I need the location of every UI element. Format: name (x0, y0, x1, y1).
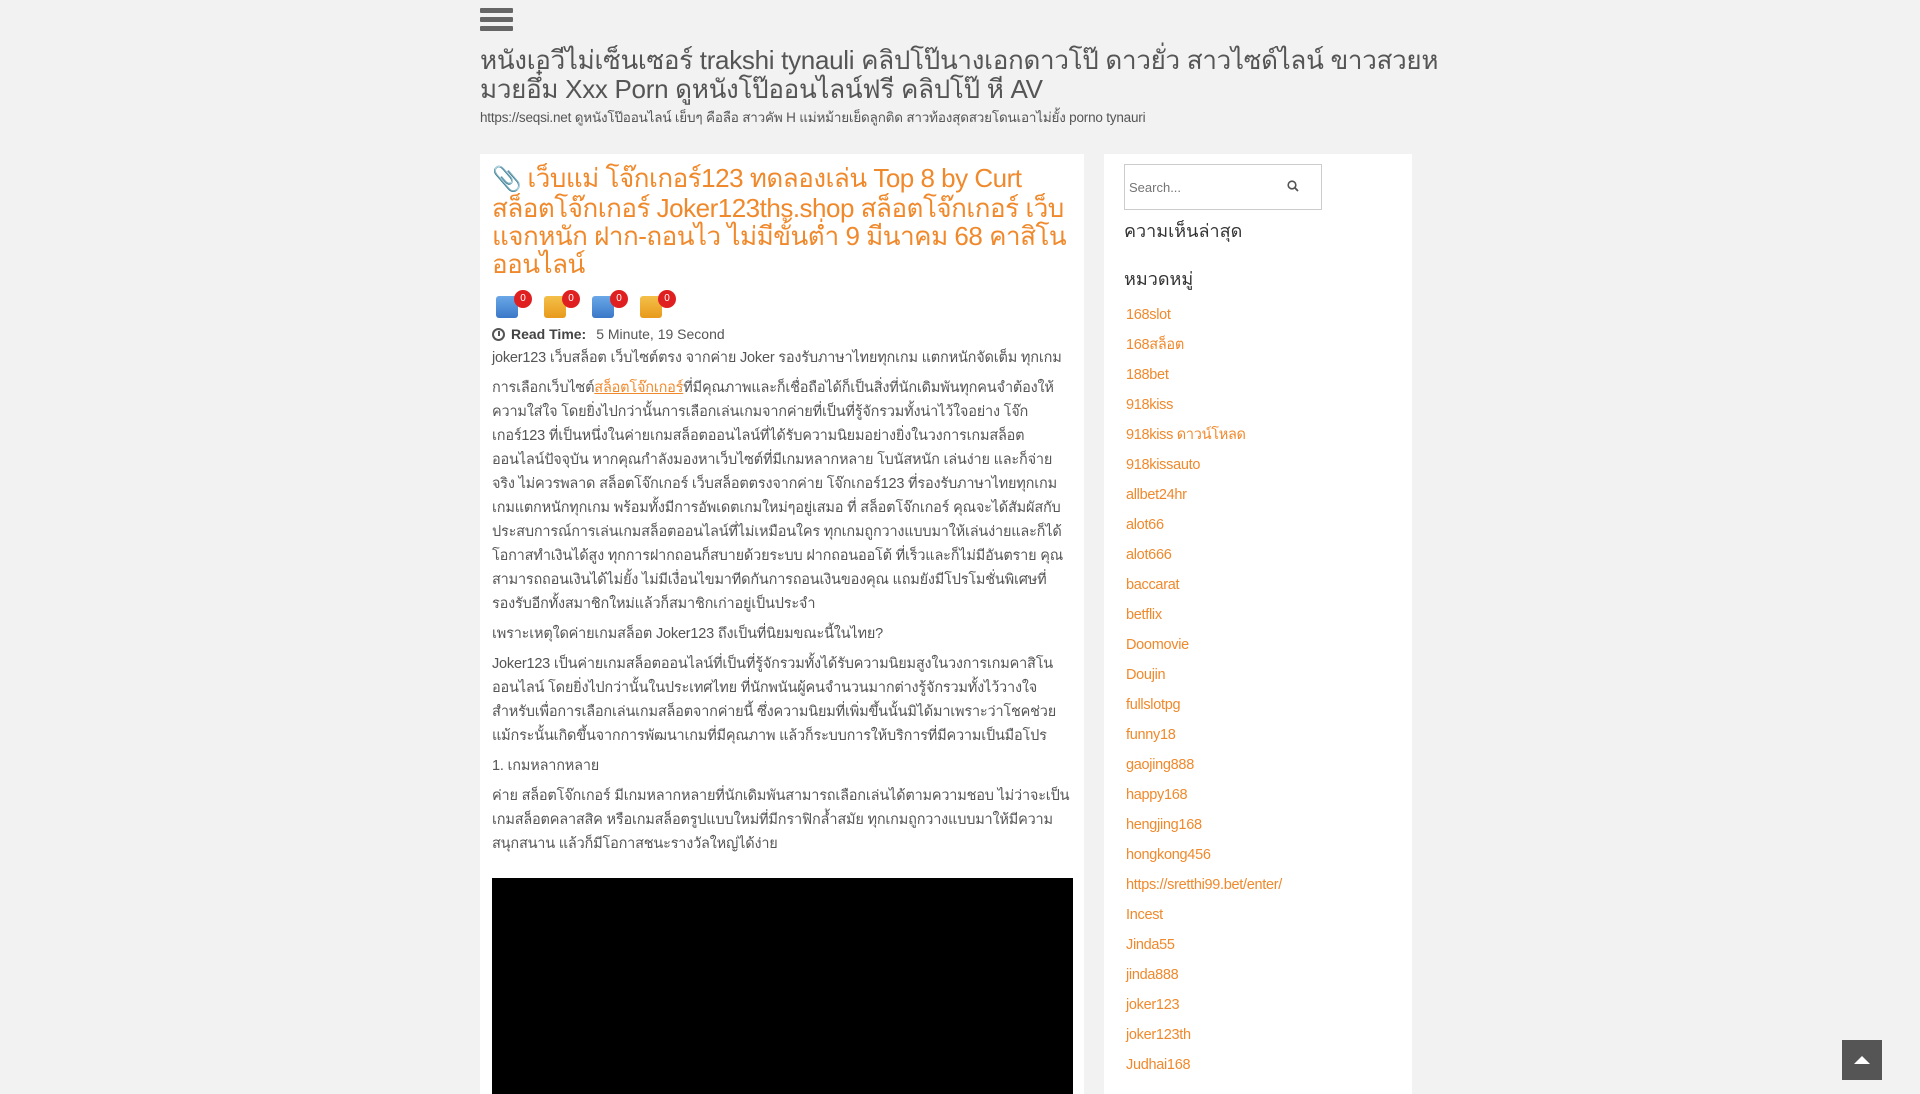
reaction-count: 0 (658, 290, 676, 308)
reaction-like[interactable] (492, 290, 526, 322)
reaction-bar (492, 288, 1072, 322)
menu-icon[interactable] (480, 8, 513, 38)
category-item (1126, 480, 1282, 510)
category-item (1126, 930, 1282, 960)
site-tagline: https://seqsi.net ดูหนังโป๊ออนไลน์ เย็บๆ คือลือ สาวคัพ H แม่หม้ายเย็ดลูกติด สาวท้องสุดสวยโดนเอาไม่ยั้ง porno tynauri (480, 110, 1146, 125)
category-item (1126, 660, 1282, 690)
reaction-angry[interactable] (636, 290, 670, 322)
reaction-count: 0 (562, 290, 580, 308)
post-title-text: เว็บแม่ โจ๊กเกอร์123 ทดลองเล่น Top 8 by Curt สล็อตโจ๊กเกอร์ Joker123ths.shop สล็อตโจ๊กเกอร์ เว็บแจกหนัก ฝาก-ถอนไว ไม่มีขั้นต่ำ 9 มีนาคม 68 คาสิโนออนไลน์ (492, 163, 1067, 279)
paragraph-prefix: การเลือกเว็บไซต์ (492, 380, 595, 396)
category-item (1126, 990, 1282, 1020)
read-time-value: 5 Minute, 19 Second (596, 326, 725, 342)
category-item (1126, 810, 1282, 840)
post (480, 154, 1084, 1094)
category-link[interactable]: gaojing888 (1126, 757, 1194, 773)
category-item (1126, 540, 1282, 570)
category-link[interactable]: 918kiss (1126, 397, 1174, 413)
site-title[interactable]: หนังเอวีไม่เซ็นเซอร์ trakshi tynauli คลิปโป๊นางเอกดาวโป๊ ดาวยั่ว สาวไซด์ไลน์ ขาวสวยหมวยอึ๋ม Xxx Porn ดูหนังโป๊ออนไลน์ฟรี คลิปโป๊ หี AV (480, 45, 1439, 104)
category-link[interactable]: Jinda55 (1126, 937, 1175, 953)
category-link[interactable]: hongkong456 (1126, 847, 1211, 863)
category-item (1126, 870, 1282, 900)
category-link[interactable]: baccarat (1126, 577, 1180, 593)
arrow-up-icon (1854, 1056, 1870, 1064)
recent-comments-heading: ความเห็นล่าสุด (1124, 221, 1243, 241)
category-link[interactable]: https://sretthi99.bet/enter/ (1126, 877, 1283, 893)
category-item (1126, 720, 1282, 750)
category-link[interactable]: 168slot (1126, 307, 1171, 323)
category-link[interactable]: Doujin (1126, 667, 1166, 683)
category-item (1126, 630, 1282, 660)
category-link[interactable]: 188bet (1126, 367, 1169, 383)
category-item (1126, 570, 1282, 600)
reaction-count: 0 (514, 290, 532, 308)
sidebar (1104, 154, 1412, 1094)
category-item (1126, 690, 1282, 720)
post-paragraph: 1. เกมหลากหลาย (492, 758, 600, 774)
search-input[interactable] (1125, 165, 1279, 209)
category-link[interactable]: betflix (1126, 607, 1162, 623)
back-to-top-button[interactable] (1842, 1040, 1882, 1080)
category-link[interactable]: happy168 (1126, 787, 1188, 803)
reaction-count: 0 (610, 290, 628, 308)
category-list (1126, 300, 1282, 1080)
category-item (1126, 510, 1282, 540)
category-item (1126, 360, 1282, 390)
category-item (1126, 600, 1282, 630)
category-item (1126, 960, 1282, 990)
post-body (492, 346, 1072, 856)
category-item (1126, 750, 1282, 780)
clock-icon (492, 328, 505, 341)
category-link[interactable]: Incest (1126, 907, 1163, 923)
search-box (1124, 164, 1322, 210)
category-item (1126, 420, 1282, 450)
categories-heading: หมวดหมู่ (1124, 269, 1194, 289)
category-item (1126, 330, 1282, 360)
category-item (1126, 300, 1282, 330)
video-player[interactable] (492, 878, 1073, 1094)
search-icon[interactable] (1287, 180, 1299, 192)
category-link[interactable]: Judhai168 (1126, 1057, 1191, 1073)
category-item (1126, 780, 1282, 810)
category-link[interactable]: joker123th (1126, 1027, 1191, 1043)
category-link[interactable]: 918kiss ดาวน์โหลด (1126, 427, 1246, 443)
post-paragraph: ค่าย สล็อตโจ๊กเกอร์ มีเกมหลากหลายที่นักเดิมพันสามารถเลือกเล่นได้ตามความชอบ ไม่ว่าจะเป็นเกมสล็อตคลาสสิค หรือเกมสล็อตรูปแบบใหม่ที่มีกราฟิกล้ำสมัย ทุกเกมถูกวางแบบมาให้มีความสนุกสนาน แล้วก็มีโอกาสชนะรางวัลใหญ่ได้ง่าย (492, 788, 1070, 852)
category-item (1126, 1050, 1282, 1080)
category-link[interactable]: alot66 (1126, 517, 1164, 533)
paragraph-rest: ที่มีคุณภาพและก็เชื่อถือได้ก็เป็นสิ่งที่นักเดิมพันทุกคนจำต้องให้ความใส่ใจ โดยยิ่งไปกว่านั้นการเลือกเล่นเกมจากค่ายที่เป็นที่รู้จักรวมทั้งน่าไว้ใจอย่าง โจ๊กเกอร์123 ที่เป็นหนึ่งในค่ายเกมสล็อตออนไลน์ที่ได้รับความนิยมอย่างยิ่งในวงการเกมสล็อตออนไลน์ปัจจุบัน หากคุณกำลังมองหาเว็บไซต์ที่มีเกมหลากหลาย โบนัสหนัก เล่นง่าย และก็จ่ายจริง ไม่ควรพลาด สล็อตโจ๊กเกอร์ เว็บสล็อตตรงจากค่าย โจ๊กเกอร์123 ที่รองรับภาษาไทยทุกเกม เกมแตกหนักทุกเกม พร้อมทั้งมีการอัพเดตเกมใหม่ๆอยู่เสมอ ที่ สล็อตโจ๊กเกอร์ คุณจะได้สัมผัสกับประสบการณ์การเล่นเกมสล็อตออนไลน์ที่ไม่เหมือนใคร ทุกเกมถูกวางแบบมาให้เล่นง่ายและก็ได้โอกาสทำเงินได้สูง ทุกการฝากถอนก็สบายด้วยระบบ ฝากถอนออโต้ ที่เร็วและก็ไม่มีอันตราย คุณสามารถถอนเงินได้ไม่ยั้ง ไม่มีเงื่อนไขมาทีดกันการถอนเงินของคุณ แถมยังมีโปรโมชั่นพิเศษที่รองรับอีกทั้งสมาชิกใหม่แล้วก็สมาชิกเก่าอยู่เป็นประจำ (492, 380, 1063, 612)
category-link[interactable]: alot666 (1126, 547, 1172, 563)
category-link[interactable]: funny18 (1126, 727, 1176, 743)
reaction-love[interactable] (588, 290, 622, 322)
category-item (1126, 390, 1282, 420)
post-paragraph: Joker123 เป็นค่ายเกมสล็อตออนไลน์ที่เป็นที่รู้จักรวมทั้งได้รับความนิยมสูงในวงการเกมคาสิโนออนไลน์ โดยยิ่งไปกว่านั้นในประเทศไทย ที่นักพนันผู้คนจำนวนมากต่างรู้จักรวมทั้งไว้วางใจสำหรับเพื่อการเลือกเล่นเกมสล็อตจากค่ายนี้ ซึ่งความนิยมที่เพิ่มขึ้นนั้นมิได้มาเพราะว่าโชคช่วย แม้กระนั้นเกิดขึ้นจากการพัฒนาเกมที่มีคุณภาพ แล้วก็ระบบการให้บริการที่มีความเป็นมือโปร (492, 656, 1057, 744)
category-link[interactable]: Doomovie (1126, 637, 1189, 653)
post-intro: joker123 เว็บสล็อต เว็บไซต์ตรง จากค่าย Joker รองรับภาษาไทยทุกเกม แตกหนักจัดเต็ม ทุกเกม (492, 350, 1062, 366)
reaction-dislike[interactable] (540, 290, 574, 322)
post-paragraph (492, 376, 1072, 616)
category-item (1126, 1020, 1282, 1050)
category-link[interactable]: 918kissauto (1126, 457, 1201, 473)
category-link[interactable]: hengjing168 (1126, 817, 1202, 833)
category-item (1126, 450, 1282, 480)
category-item (1126, 840, 1282, 870)
category-item (1126, 900, 1282, 930)
category-link[interactable]: jinda888 (1126, 967, 1179, 983)
slot-joker-link[interactable]: สล็อตโจ๊กเกอร์ (594, 380, 684, 396)
post-paragraph: เพราะเหตุใดค่ายเกมสล็อต Joker123 ถึงเป็นที่นิยมขณะนี้ในไทย? (492, 626, 883, 642)
read-time-label: Read Time: (511, 326, 587, 342)
post-title (492, 164, 1072, 278)
category-link[interactable]: 168สล็อต (1126, 337, 1184, 353)
category-link[interactable]: joker123 (1126, 997, 1180, 1013)
category-link[interactable]: allbet24hr (1126, 487, 1187, 503)
main-content (480, 154, 1084, 1094)
read-time (492, 326, 1072, 342)
paperclip-icon: 📎 (492, 166, 522, 193)
category-link[interactable]: fullslotpg (1126, 697, 1181, 713)
